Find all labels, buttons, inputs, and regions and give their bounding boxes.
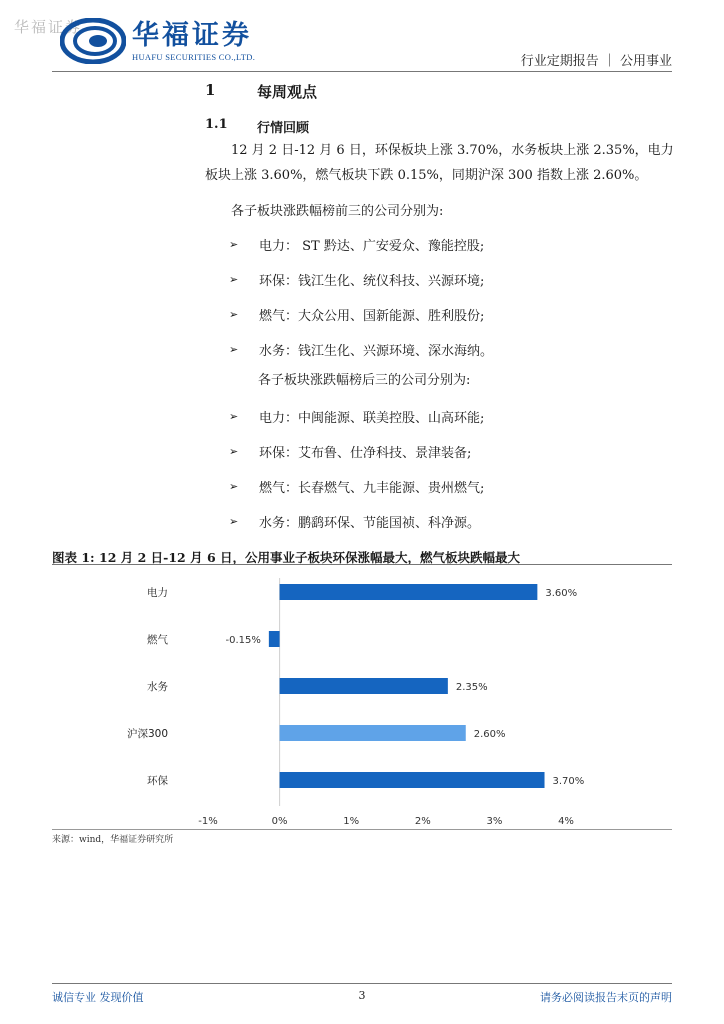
huafu-logo-icon <box>60 18 126 64</box>
section-heading-1 <box>205 81 317 102</box>
chart-bar <box>280 584 538 600</box>
figure-title: 图表 1: 12 月 2 日-12 月 6 日，公用事业子板块环保涨幅最大，燃气板块跌幅最大 <box>52 550 521 565</box>
header-divider <box>52 71 672 72</box>
list-item: ➢ 水务：钱江生化、兴源环境、深水海纳。 <box>229 343 494 359</box>
footer-divider <box>52 983 672 984</box>
chart-source: 来源：wind，华福证券研究所 <box>52 835 174 845</box>
section-number: 1 <box>205 81 216 99</box>
arrow-bullet-icon: ➢ <box>229 343 239 356</box>
chart-category-label: 沪深300 <box>126 728 168 740</box>
chart-category-label: 燃气 <box>147 634 168 646</box>
chart-category-label: 电力 <box>147 587 168 599</box>
chart-data-label: 3.60% <box>545 588 578 599</box>
chart-bar <box>269 631 280 647</box>
chart-tick-label: 2% <box>414 816 431 827</box>
report-type: 行业定期报告 ｜ 公用事业 <box>520 54 672 69</box>
chart-tick-label: -1% <box>198 816 218 827</box>
chart-bar <box>280 725 466 741</box>
watermark-text: 华福证券 <box>14 18 83 36</box>
sector-returns-bar-chart <box>52 570 672 830</box>
arrow-bullet-icon: ➢ <box>229 410 239 423</box>
logo-english-name: HUAFU SECURITIES CO.,LTD. <box>132 51 256 62</box>
arrow-bullet-icon: ➢ <box>229 445 239 458</box>
subsection-number: 1.1 <box>205 117 228 132</box>
list-item: ➢ 水务：鹏鹞环保、节能国祯、科净源。 <box>229 515 481 531</box>
list-item: ➢ 燃气：大众公用、国新能源、胜利股份; <box>229 308 485 324</box>
footer-slogan: 诚信专业 发现价值 <box>52 991 144 1004</box>
arrow-bullet-icon: ➢ <box>229 238 239 251</box>
list-item: ➢ 电力：中闽能源、联美控股、山高环能; <box>229 410 485 426</box>
page-number: 3 <box>358 989 366 1002</box>
chart-category-label: 水务 <box>147 681 168 693</box>
list-item: ➢ 环保：钱江生化、统仪科技、兴源环境; <box>229 273 485 289</box>
arrow-bullet-icon: ➢ <box>229 308 239 321</box>
bottom-three-intro: 各子板块涨跌幅榜后三的公司分别为: <box>258 373 471 388</box>
chart-bar <box>280 678 448 694</box>
chart-category-label: 环保 <box>147 775 168 787</box>
subsection-title: 行情回顾 <box>257 121 310 136</box>
list-item: ➢ 电力： ST 黔达、广安爱众、豫能控股; <box>229 238 485 254</box>
chart-data-label: -0.15% <box>225 635 261 646</box>
top-three-intro: 各子板块涨跌幅榜前三的公司分别为: <box>231 204 444 219</box>
market-review-paragraph: 12 月 2 日-12 月 6 日，环保板块上涨 3.70%，水务板块上涨 2.35%，电力板块上涨 3.60%，燃气板块下跌 0.15%，同期沪深 300 指数上涨 2.60%。 <box>205 143 674 183</box>
subsection-heading-1-1 <box>205 117 309 136</box>
chart-data-label: 2.60% <box>473 729 506 740</box>
chart-data-label: 2.35% <box>455 682 488 693</box>
figure-divider <box>52 564 672 565</box>
chart-bar <box>280 772 545 788</box>
chart-tick-label: 4% <box>558 816 574 827</box>
chart-tick-label: 3% <box>486 816 503 827</box>
source-divider <box>52 829 672 830</box>
company-logo <box>60 18 255 64</box>
arrow-bullet-icon: ➢ <box>229 480 239 493</box>
section-title: 每周观点 <box>257 83 318 101</box>
list-item: ➢ 燃气：长春燃气、九丰能源、贵州燃气; <box>229 480 485 496</box>
logo-chinese-name: 华福证券 <box>132 19 252 51</box>
arrow-bullet-icon: ➢ <box>229 515 239 528</box>
chart-tick-label: 0% <box>271 816 288 827</box>
list-item: ➢ 环保：艾布鲁、仕净科技、景津装备; <box>229 445 472 461</box>
chart-data-label: 3.70% <box>552 776 585 787</box>
footer-disclaimer: 请务必阅读报告末页的声明 <box>540 991 672 1004</box>
chart-tick-label: 1% <box>343 816 360 827</box>
arrow-bullet-icon: ➢ <box>229 273 239 286</box>
